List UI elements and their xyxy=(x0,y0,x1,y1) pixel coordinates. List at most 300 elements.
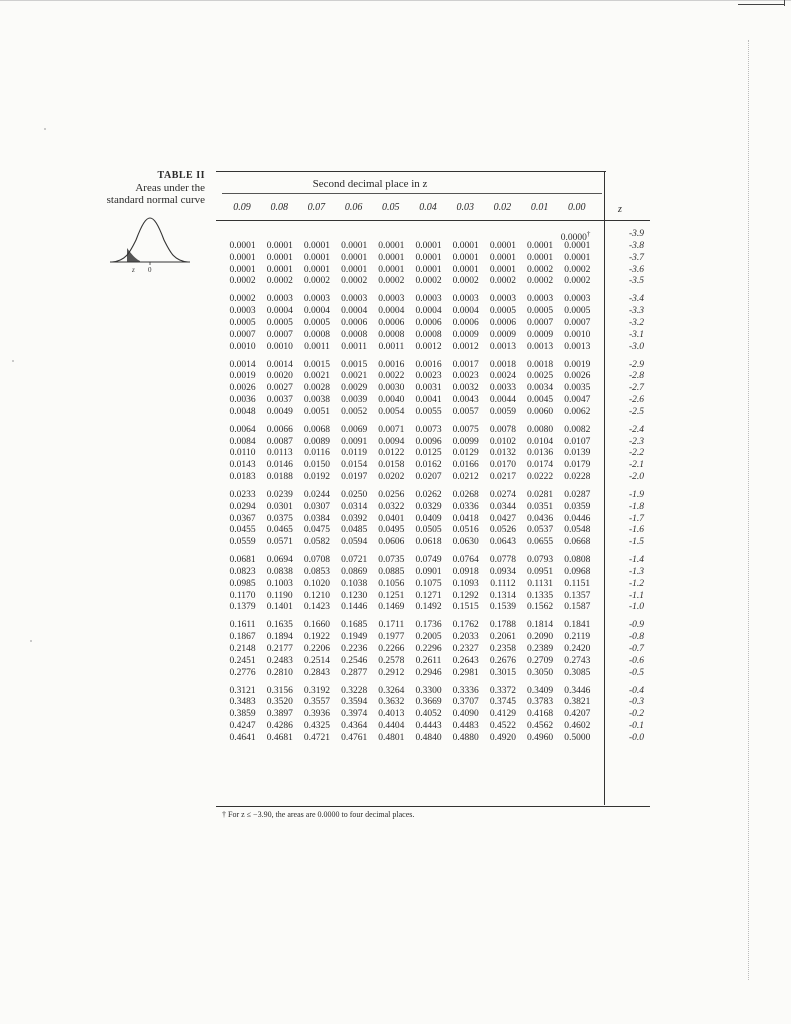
cell-value: 0.0392 xyxy=(341,513,368,524)
cell-value: 0.0582 xyxy=(303,537,331,548)
table-row xyxy=(224,394,596,406)
cell-value: 0.1038 xyxy=(341,578,368,589)
z-value: -2.5 xyxy=(628,406,644,417)
cell-value: 0.0026 xyxy=(229,383,256,394)
cell-value: 0.0681 xyxy=(229,555,256,566)
z-value: -0.0 xyxy=(628,732,644,743)
cell-value: 0.0132 xyxy=(489,448,516,459)
cell-value: 0.0427 xyxy=(489,513,516,524)
cell-value: 0.0934 xyxy=(489,567,516,577)
cell-value: 0.0068 xyxy=(303,424,331,435)
z-value: -3.8 xyxy=(628,241,644,251)
cell-value: 0.0655 xyxy=(527,537,554,548)
cell-value: 0.4325 xyxy=(303,721,331,731)
cell-value: 0.0091 xyxy=(341,436,368,447)
column-head-rule xyxy=(216,220,650,221)
cell-value: 0.0005 xyxy=(266,318,293,328)
cell-value: 0.0217 xyxy=(489,472,516,482)
z-value: -1.1 xyxy=(628,590,644,601)
z-value: -1.2 xyxy=(628,578,644,589)
cell-value: 0.0559 xyxy=(229,537,256,548)
table-row xyxy=(224,655,596,667)
normal-curve-icon xyxy=(110,212,190,274)
cell-value: 0.0314 xyxy=(341,501,368,512)
cell-value: 0.0668 xyxy=(564,537,591,548)
cell-value: 0.0001 xyxy=(341,264,368,275)
cell-value: 0.3156 xyxy=(266,685,293,696)
cell-value: 0.0021 xyxy=(303,371,331,382)
cell-value: 0.0080 xyxy=(527,424,554,435)
cell-value: 0.0228 xyxy=(564,472,591,482)
cell-value: 0.0005 xyxy=(229,318,256,328)
cell-value: 0.3085 xyxy=(564,667,591,678)
cell-value: 0.0007 xyxy=(266,329,293,340)
cell-value: 0.0268 xyxy=(452,490,479,500)
cell-value: 0.0015 xyxy=(341,359,368,370)
cell-value: 0.1230 xyxy=(341,590,368,601)
z-value: -1.0 xyxy=(628,602,644,613)
cell-value: 0.1469 xyxy=(378,602,405,613)
cell-value: 0.2709 xyxy=(527,655,554,666)
cell-value: 0.0001 xyxy=(489,241,516,251)
cell-value: 0.3557 xyxy=(303,697,331,708)
cell-value: 0.1660 xyxy=(303,620,331,631)
page-corner-mark xyxy=(738,4,784,5)
z-value: -1.6 xyxy=(628,525,644,536)
cell-value: 0.0062 xyxy=(564,406,591,417)
table-row xyxy=(224,436,596,448)
cell-value: 0.1003 xyxy=(266,578,293,589)
cell-value: 0.0516 xyxy=(452,525,479,536)
cell-value: 0.3015 xyxy=(489,667,516,678)
cell-value: 0.1020 xyxy=(303,578,331,589)
cell-value: 0.2119 xyxy=(564,632,591,643)
cell-value: 0.2676 xyxy=(489,655,516,666)
cell-value: 0.2776 xyxy=(229,667,256,678)
cell-value: 0.5000 xyxy=(564,732,591,743)
cell-value: 0.0162 xyxy=(415,460,442,471)
z-value: -3.1 xyxy=(628,329,644,340)
cell-value: 0.0001 xyxy=(229,241,256,251)
cell-value: 0.0002 xyxy=(527,264,554,275)
cell-value: 0.0003 xyxy=(489,294,516,305)
cell-value: 0.0239 xyxy=(266,490,293,500)
cell-value: 0.0001 xyxy=(564,252,591,263)
cell-value: 0.0071 xyxy=(378,424,405,435)
cell-value: 0.0010 xyxy=(229,341,256,352)
cell-value: 0.0606 xyxy=(378,537,405,548)
cell-value: 0.2912 xyxy=(378,667,405,678)
table-row xyxy=(224,275,596,287)
cell-value: 0.2090 xyxy=(527,632,554,643)
cell-value: 0.1271 xyxy=(415,590,442,601)
cell-value: 0.0618 xyxy=(415,537,442,548)
cell-value: 0.2981 xyxy=(452,667,479,678)
cell-value: 0.3409 xyxy=(527,685,554,696)
cell-value: 0.1762 xyxy=(452,620,479,631)
cell-value: 0.1292 xyxy=(452,590,479,601)
cell-value: 0.2327 xyxy=(452,644,479,654)
cell-value: 0.1112 xyxy=(490,578,516,589)
table-caption xyxy=(90,170,205,206)
cell-value: 0.3632 xyxy=(378,697,405,708)
cell-value: 0.0001 xyxy=(452,264,479,275)
cell-value: 0.0001 xyxy=(341,252,368,263)
cell-value: 0.0505 xyxy=(415,525,442,536)
cell-value: 0.0233 xyxy=(229,490,256,500)
cell-value: 0.2514 xyxy=(303,655,331,666)
page-corner-tick xyxy=(784,0,785,6)
cell-value: 0.0150 xyxy=(303,460,331,471)
z-value: -2.8 xyxy=(628,371,644,382)
cell-value: 0.0968 xyxy=(564,567,591,577)
cell-value: 0.0030 xyxy=(378,383,405,394)
cell-value: 0.0143 xyxy=(229,460,256,471)
cell-value: 0.0089 xyxy=(303,436,331,447)
cell-value: 0.0010 xyxy=(564,329,591,340)
z-value: -2.4 xyxy=(628,424,644,435)
cell-value: 0.0129 xyxy=(452,448,479,459)
z-value: -1.8 xyxy=(628,501,644,512)
cell-value: 0.0021 xyxy=(341,371,368,382)
cell-value: 0.0001 xyxy=(341,241,368,251)
cell-value: 0.3594 xyxy=(341,697,368,708)
table-row xyxy=(224,554,596,566)
cell-value: 0.0004 xyxy=(303,306,331,317)
cell-value: 0.0001 xyxy=(303,241,331,251)
cell-value: 0.0001 xyxy=(564,241,591,251)
cell-value: 0.0885 xyxy=(378,567,405,577)
table-row xyxy=(224,293,596,305)
cell-value: 0.0001 xyxy=(378,264,405,275)
header-rule xyxy=(222,193,602,194)
cell-value: 0.0001 xyxy=(266,252,293,263)
table-row xyxy=(224,317,596,329)
cell-value: 0.0336 xyxy=(452,501,479,512)
table-row xyxy=(224,590,596,602)
z-value: -3.5 xyxy=(628,276,644,287)
column-header: 0.07 xyxy=(307,202,326,213)
cell-value: 0.0146 xyxy=(266,460,293,471)
cell-value: 0.1423 xyxy=(303,602,331,613)
table-row xyxy=(224,406,596,418)
table-row xyxy=(224,732,596,744)
cell-value: 0.0002 xyxy=(341,276,368,287)
cell-value: 0.3974 xyxy=(341,709,368,720)
cell-value: 0.1587 xyxy=(564,602,591,613)
cell-value: 0.0793 xyxy=(527,555,554,566)
cell-value: 0.0694 xyxy=(266,555,293,566)
cell-value: 0.3783 xyxy=(527,697,554,708)
column-header: 0.00 xyxy=(568,202,586,213)
cell-value: 0.0548 xyxy=(564,525,591,536)
cell-value: 0.2643 xyxy=(452,655,479,666)
cell-value: 0.0485 xyxy=(341,525,368,536)
cell-value: 0.4761 xyxy=(341,732,368,743)
table-row xyxy=(224,601,596,613)
column-header: 0.08 xyxy=(270,202,288,213)
cell-value: 0.0001 xyxy=(415,264,442,275)
cell-value: 0.4641 xyxy=(229,732,256,743)
cell-value: 0.0024 xyxy=(489,371,516,382)
table-bottom-rule xyxy=(216,806,650,807)
cell-value: 0.0002 xyxy=(378,276,405,287)
z-value: -3.4 xyxy=(628,294,644,305)
table-row xyxy=(224,524,596,536)
cell-value: 0.0256 xyxy=(378,490,405,500)
cell-value: 0.0035 xyxy=(564,383,591,394)
cell-value: 0.3821 xyxy=(564,697,591,708)
cell-value: 0.1251 xyxy=(378,590,405,601)
cell-value: 0.0212 xyxy=(452,472,479,482)
cell-value: 0.0066 xyxy=(266,424,293,435)
z-value: -1.5 xyxy=(628,537,644,548)
table-row xyxy=(224,264,596,276)
cell-value: 0.0003 xyxy=(266,294,293,305)
cell-value: 0.0014 xyxy=(266,359,293,370)
cell-value: 0.3483 xyxy=(229,697,256,708)
cell-value: 0.1075 xyxy=(415,578,442,589)
table-row xyxy=(224,424,596,436)
cell-value: 0.2877 xyxy=(341,667,368,678)
cell-value: 0.0007 xyxy=(229,329,256,340)
cell-value: 0.1314 xyxy=(489,590,516,601)
cell-value: 0.0012 xyxy=(452,341,479,352)
cell-value: 0.1922 xyxy=(303,632,331,643)
cell-value: 0.0287 xyxy=(564,490,591,500)
cell-value: 0.0001 xyxy=(452,252,479,263)
z-value: -0.1 xyxy=(628,721,644,731)
cell-value: 0.0000 xyxy=(560,233,587,244)
column-header: 0.06 xyxy=(344,202,363,213)
table-row xyxy=(224,240,596,252)
cell-value: 0.0002 xyxy=(489,276,516,287)
cell-value: 0.4960 xyxy=(527,732,554,743)
cell-value: 0.2148 xyxy=(229,644,256,654)
cell-value: 0.0001 xyxy=(489,264,516,275)
cell-value: 0.0401 xyxy=(378,513,405,524)
cell-value: 0.2420 xyxy=(564,644,591,654)
cell-value: 0.0951 xyxy=(527,567,554,577)
footnote-mark: † xyxy=(586,230,591,238)
curve-zero-label: 0 xyxy=(148,266,152,274)
cell-value: 0.4013 xyxy=(378,709,405,720)
cell-value: 0.4801 xyxy=(378,732,405,743)
cell-value: 0.0010 xyxy=(266,341,293,352)
table-row xyxy=(224,720,596,732)
cell-value: 0.0418 xyxy=(452,513,479,524)
cell-value: 0.0016 xyxy=(378,359,405,370)
cell-value: 0.0002 xyxy=(266,276,293,287)
cell-value: 0.2177 xyxy=(266,644,293,654)
cell-value: 0.0721 xyxy=(341,555,368,566)
cell-value: 0.0017 xyxy=(452,359,479,370)
table-row xyxy=(224,252,596,264)
cell-value: 0.4052 xyxy=(415,709,442,720)
cell-value: 0.0465 xyxy=(266,525,293,536)
cell-value: 0.0004 xyxy=(266,306,293,317)
cell-value: 0.0122 xyxy=(378,448,405,459)
cell-value: 0.0059 xyxy=(489,406,516,417)
cell-value: 0.0001 xyxy=(452,241,479,251)
cell-value: 0.0197 xyxy=(341,472,368,482)
table-row xyxy=(224,513,596,525)
cell-value: 0.0351 xyxy=(527,501,554,512)
scan-speck xyxy=(30,640,32,642)
cell-value: 0.4364 xyxy=(341,721,368,731)
cell-value: 0.1736 xyxy=(415,620,442,631)
cell-value: 0.0749 xyxy=(415,555,442,566)
cell-value: 0.4522 xyxy=(489,721,516,731)
cell-value: 0.0001 xyxy=(229,264,256,275)
cell-value: 0.2266 xyxy=(378,644,405,654)
cell-value: 0.2033 xyxy=(452,632,479,643)
cell-value: 0.0158 xyxy=(378,460,405,471)
cell-value: 0.3050 xyxy=(527,667,554,678)
cell-value: 0.0344 xyxy=(489,501,516,512)
cell-value: 0.4562 xyxy=(527,721,554,731)
cell-value: 0.0359 xyxy=(564,501,591,512)
cell-value: 0.0002 xyxy=(415,276,442,287)
cell-value: 0.0384 xyxy=(303,513,331,524)
cell-value: 0.0281 xyxy=(527,490,554,500)
cell-value: 0.0031 xyxy=(415,383,442,394)
cell-value: 0.0005 xyxy=(564,306,591,317)
cell-value: 0.0005 xyxy=(489,306,516,317)
table-row xyxy=(224,305,596,317)
cell-value: 0.0009 xyxy=(489,329,516,340)
table-number: TABLE II xyxy=(157,170,205,181)
page-top-edge xyxy=(0,0,791,1)
cell-value: 0.0032 xyxy=(452,383,479,394)
cell-value: 0.0294 xyxy=(229,501,256,512)
table-row xyxy=(224,578,596,590)
z-value: -1.4 xyxy=(628,555,644,566)
column-header: 0.05 xyxy=(382,202,400,213)
table-row xyxy=(224,566,596,578)
cell-value: 0.0136 xyxy=(527,448,554,459)
cell-value: 0.2206 xyxy=(303,644,331,654)
cell-value: 0.2296 xyxy=(415,644,442,654)
cell-value: 0.0918 xyxy=(452,567,479,577)
z-value: -2.2 xyxy=(628,448,644,459)
column-header: 0.04 xyxy=(419,202,437,213)
cell-value: 0.0375 xyxy=(266,513,293,524)
table-row xyxy=(224,708,596,720)
cell-value: 0.0018 xyxy=(527,359,554,370)
cell-value: 0.0274 xyxy=(489,490,516,500)
column-header: 0.03 xyxy=(456,202,474,213)
cell-value: 0.0006 xyxy=(378,318,405,328)
cell-value: 0.4920 xyxy=(489,732,516,743)
cell-value: 0.1151 xyxy=(564,578,591,589)
table-row xyxy=(224,359,596,371)
cell-value: 0.0571 xyxy=(266,537,293,548)
cell-value: 0.1867 xyxy=(229,632,256,643)
cell-value: 0.0764 xyxy=(452,555,479,566)
cell-value: 0.0003 xyxy=(415,294,442,305)
cell-value: 0.1379 xyxy=(229,602,256,613)
page-right-edge xyxy=(748,40,749,980)
cell-value: 0.0154 xyxy=(341,460,368,471)
cell-value: 0.0008 xyxy=(341,329,368,340)
cell-value: 0.0001 xyxy=(378,252,405,263)
cell-value: 0.0028 xyxy=(303,383,331,394)
cell-value: 0.0007 xyxy=(527,318,554,328)
cell-value: 0.0001 xyxy=(415,241,442,251)
cell-value: 0.0009 xyxy=(452,329,479,340)
cell-value: 0.0013 xyxy=(489,341,516,352)
cell-value: 0.0064 xyxy=(229,424,256,435)
cell-value: 0.2483 xyxy=(266,655,293,666)
table-row xyxy=(224,685,596,697)
cell-value: 0.0495 xyxy=(378,525,405,536)
cell-value: 0.1685 xyxy=(341,620,368,631)
cell-value: 0.0183 xyxy=(229,472,256,482)
cell-value: 0.4840 xyxy=(415,732,442,743)
cell-value: 0.0011 xyxy=(304,341,330,352)
z-value: -0.9 xyxy=(628,620,644,631)
cell-value: 0.0023 xyxy=(452,371,479,382)
cell-value: 0.3859 xyxy=(229,709,256,720)
cell-value: 0.0003 xyxy=(303,294,331,305)
cell-value: 0.2358 xyxy=(489,644,516,654)
cell-value: 0.3897 xyxy=(266,709,293,720)
table-subtitle-2: standard normal curve xyxy=(106,194,205,206)
table-top-rule xyxy=(216,171,606,172)
cell-value: 0.0537 xyxy=(527,525,554,536)
cell-value: 0.0096 xyxy=(415,436,442,447)
cell-value: 0.0455 xyxy=(229,525,256,536)
cell-value: 0.0029 xyxy=(341,383,368,394)
cell-value: 0.0630 xyxy=(452,537,479,548)
cell-value: 0.3707 xyxy=(452,697,479,708)
cell-value: 0.3669 xyxy=(415,697,442,708)
cell-value: 0.4443 xyxy=(415,721,442,731)
cell-value: 0.1446 xyxy=(341,602,368,613)
cell-value: 0.0025 xyxy=(527,371,554,382)
cell-value: 0.4404 xyxy=(378,721,405,731)
cell-value: 0.0367 xyxy=(229,513,256,524)
cell-value: 0.4483 xyxy=(452,721,479,731)
cell-value: 0.3372 xyxy=(489,685,516,696)
cell-value: 0.0057 xyxy=(452,406,479,417)
cell-value: 0.0322 xyxy=(378,501,405,512)
cell-value: 0.0006 xyxy=(415,318,442,328)
cell-value: 0.0985 xyxy=(229,578,256,589)
cell-value: 0.2005 xyxy=(415,632,442,643)
cell-value: 0.0001 xyxy=(266,241,293,251)
cell-value: 0.0004 xyxy=(452,306,479,317)
table-row xyxy=(224,471,596,483)
cell-value: 0.1515 xyxy=(452,602,479,613)
cell-value: 0.0005 xyxy=(527,306,554,317)
table-row xyxy=(224,382,596,394)
cell-value: 0.0207 xyxy=(415,472,442,482)
cell-value: 0.1949 xyxy=(341,632,368,643)
table-row xyxy=(224,489,596,501)
z-value: -0.2 xyxy=(628,709,644,720)
cell-value: 0.0060 xyxy=(527,406,554,417)
cell-value: 0.3336 xyxy=(452,685,479,696)
cell-value: 0.0078 xyxy=(489,424,516,435)
z-value: -3.3 xyxy=(628,306,644,317)
cell-value: 0.0052 xyxy=(341,406,368,417)
cell-value: 0.4090 xyxy=(452,709,479,720)
cell-value: 0.0003 xyxy=(452,294,479,305)
cell-value: 0.1788 xyxy=(489,620,516,631)
cell-value: 0.0019 xyxy=(564,359,591,370)
